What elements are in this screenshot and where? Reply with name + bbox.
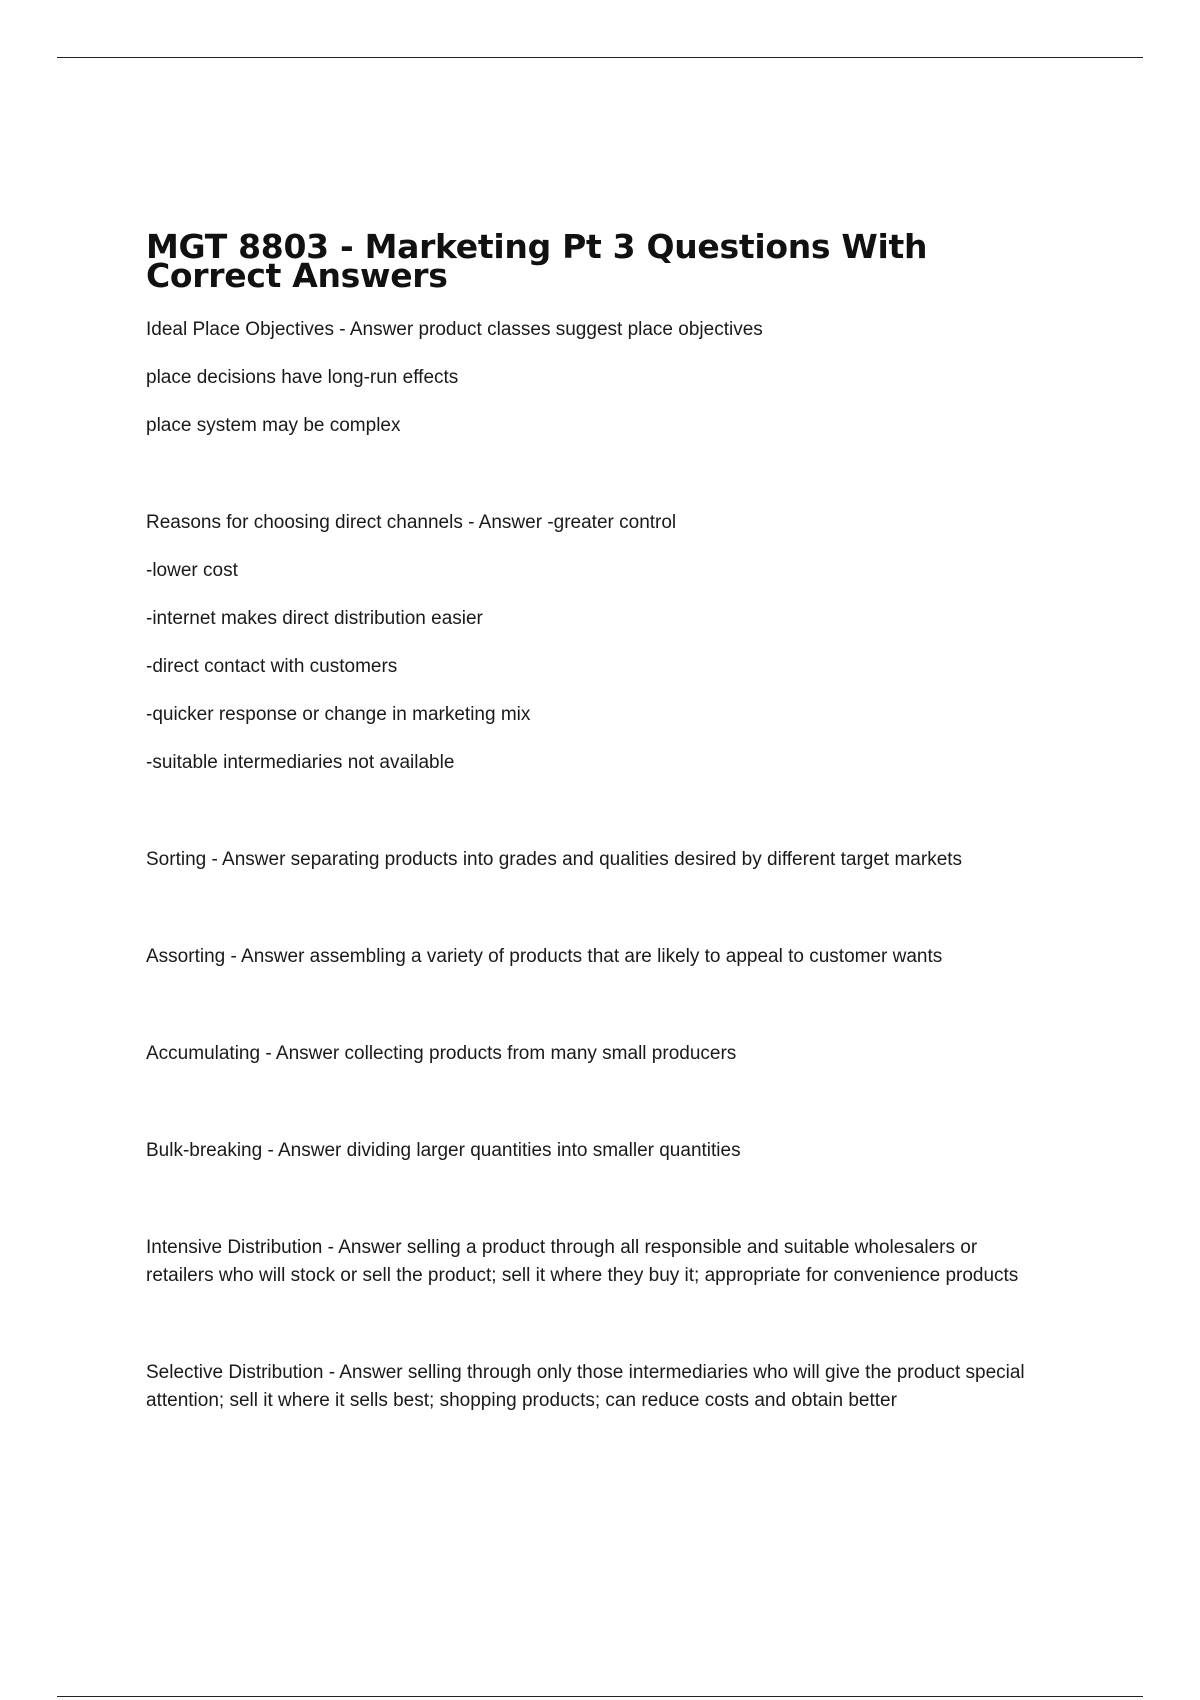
entry-ideal-place-objectives <box>146 316 1046 440</box>
entry-line: Reasons for choosing direct channels - Answer -greater control <box>146 512 677 533</box>
entry-line: Ideal Place Objectives - Answer product classes suggest place objectives <box>146 319 763 340</box>
entry-line: -direct contact with customers <box>146 656 398 677</box>
entry-accumulating: Accumulating - Answer collecting products from many small producers <box>146 1043 737 1064</box>
document-title: MGT 8803 - Marketing Pt 3 Questions With Correct Answers <box>146 227 928 295</box>
entry-line: -lower cost <box>146 560 238 581</box>
entry-intensive-distribution: Intensive Distribution - Answer selling a product through all responsible and suitable wholesalers or retailers who will stock or sell the product; sell it where they buy it; appropriate for convenience products <box>146 1237 1019 1286</box>
entry-assorting: Assorting - Answer assembling a variety of products that are likely to appeal to customer wants <box>146 946 943 967</box>
bottom-rule <box>57 1696 1143 1697</box>
document-body <box>146 227 1046 1415</box>
entry-line: place system may be complex <box>146 415 401 436</box>
top-rule <box>57 57 1143 58</box>
entry-sorting: Sorting - Answer separating products into grades and qualities desired by different target markets <box>146 849 963 870</box>
entry-direct-channels <box>146 509 1046 777</box>
entry-line: -quicker response or change in marketing mix <box>146 704 531 725</box>
entry-selective-distribution: Selective Distribution - Answer selling through only those intermediaries who will give the product special attention; sell it where it sells best; shopping products; can reduce costs and obtain better <box>146 1362 1025 1411</box>
entry-bulk-breaking: Bulk-breaking - Answer dividing larger quantities into smaller quantities <box>146 1140 741 1161</box>
entry-line: place decisions have long-run effects <box>146 367 459 388</box>
entry-line: -internet makes direct distribution easier <box>146 608 483 629</box>
entry-line: -suitable intermediaries not available <box>146 752 455 773</box>
